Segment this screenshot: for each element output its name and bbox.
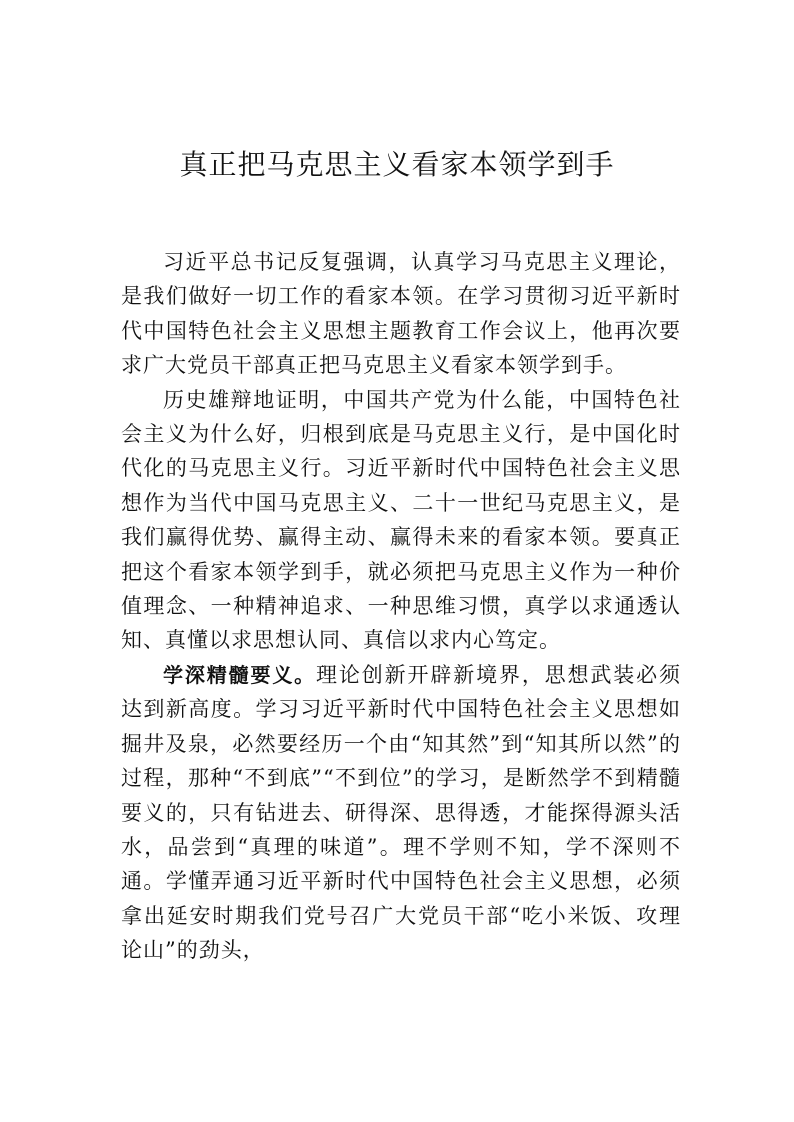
paragraph-text: 习近平总书记反复强调，认真学习马克思主义理论，是我们做好一切工作的看家本领。在学习贯彻习近平新时代中国特色社会主义思想主题教育工作会议上，他再次要求广大党员干部真正把马克思主义看家本领学到手。 [121, 250, 681, 378]
paragraph-intro [121, 245, 681, 383]
paragraph-text: 历史雄辩地证明，中国共产党为什么能，中国特色社会主义为什么好，归根到底是马克思主义行，是中国化时代化的马克思主义行。习近平新时代中国特色社会主义思想作为当代中国马克思主义、二十一世纪马克思主义，是我们赢得优势、赢得主动、赢得未来的看家本领。要真正把这个看家本领学到手，就必须把马克思主义作为一种价值理念、一种精神追求、一种思维习惯，真学以求通透认知、真懂以求思想认同、真信以求内心笃定。 [121, 387, 681, 653]
document-body [121, 245, 681, 968]
section-heading: 学深精髓要义。 [163, 662, 317, 687]
paragraph-essence [121, 658, 681, 968]
document-title: 真正把马克思主义看家本领学到手 [179, 148, 615, 181]
paragraph-history [121, 383, 681, 658]
paragraph-text: 理论创新开辟新境界，思想武装必须达到新高度。学习习近平新时代中国特色社会主义思想如掘井及泉，必然要经历一个由“知其然”到“知其所以然”的过程，那种“不到底”“不到位”的学习，是断然学不到精髓要义的，只有钻进去、研得深、思得透，才能探得源头活水，品尝到“真理的味道”。理不学则不知，学不深则不通。学懂弄通习近平新时代中国特色社会主义思想，必须拿出延安时期我们党号召广大党员干部“吃小米饭、攻理论山”的劲头， [121, 662, 681, 963]
